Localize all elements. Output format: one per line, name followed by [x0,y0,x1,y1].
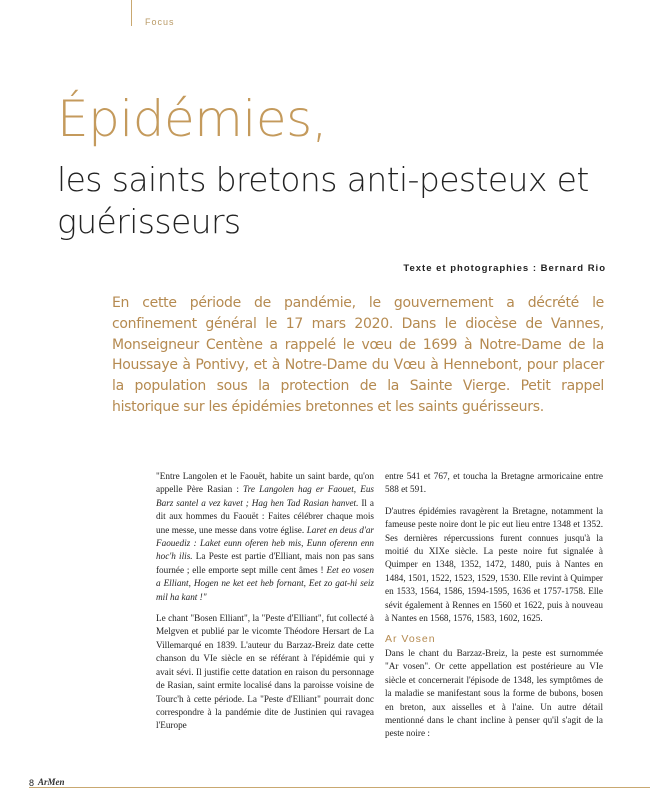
lead-paragraph: En cette période de pandémie, le gouvernement a décrété le confinement général le 17 mars 2020. Dans le diocèse de Vannes, Monseigneur Centène a rappelé le vœu de 1699 à Notre-Dame de la Houssaye à Pontivy, et à Notre-Dame du Vœu à Hennebont, pour placer la population sous la protection de la Sainte Vierge. Petit rappel historique sur les épidémies bretonnes et les saints guérisseurs. [112,295,604,415]
body-column-2 [385,470,603,749]
breton-quote: Eet eo vosen a Elliant, Hogen ne ket eet heb fornant, Eet zo gat-hi seiz mil ha kant !" [156,564,374,602]
breton-quote: Tre Langolen hag er Faouet, Eus Barz santel a vez kavet ; Hag hen Tad Rasian hanvet. [156,484,374,508]
body-paragraph: D'autres épidémies ravagèrent la Bretagne, notamment la fameuse peste noire dont le pic eut lieu entre 1348 et 1352. Ses dernières répercussions furent connues jusqu'à la moitié du XIXe siècle. La peste noire fut signalée à Quimper en 1348, 1352, 1472, 1480, puis à Nantes en 1484, 1501, 1522, 1523, 1529, 1530. Elle revint à Quimper en 1533, 1564, 1586, 1594-1595, 1636 et 1757-1758. Elle sévit également à Rennes en 1560 et 1622, puis à nouveau à Nantes en 1568, 1576, 1583, 1602, 1625. [385,505,603,624]
section-subhead: Ar Vosen [385,633,436,646]
header-rule [131,0,132,26]
article-subtitle: les saints bretons anti-pesteux et guérisseurs [57,160,589,241]
body-text: La Peste est partie d'Elliant, mais non pas sans fournée ; elle emporte sept mille cent âmes ! [156,551,374,575]
body-text: "Entre Langolen et le Faouët, habite un saint barde, qu'on appelle Père Rasian : [156,471,374,495]
body-paragraph: Dans le chant du Barzaz-Breiz, la peste est surnommée "Ar vosen". Or cette appellation est postérieure au VIe siècle et concernerait l'épisode de 1348, les symptômes de la maladie se manifestant sous la forme de bubons, bosen en breton, aux aisselles et à l'aine. Un autre détail mentionné dans le chant incline à penser qu'il s'agit de la peste noire : [385,647,603,739]
magazine-logo: ArMen [38,777,65,787]
byline: Texte et photographies : Bernard Rio [403,263,606,274]
page-number: 8 [29,778,35,788]
breton-quote: Laret en deus d'ar Faouediz : Laket eunn oferen heb mis, Eunn oferenn enn hoc'h ilis. [156,524,374,562]
footer-rule [29,787,650,788]
body-paragraph [156,470,374,604]
section-label: Focus [145,17,175,27]
body-paragraph: entre 541 et 767, et toucha la Bretagne armoricaine entre 588 et 591. [385,471,603,495]
article-title: Épidémies, [57,90,328,148]
body-paragraph: Le chant "Bosen Elliant", la "Peste d'Elliant", fut collecté à Melgven et publié par le vicomte Théodore Hersart de La Villemarqué en 1839. L'auteur du Barzaz-Breiz date cette chanson du VIe siècle en se référant à l'épidémie qui y avait sévi. Il justifie cette datation en raison du personnage de Rasian, saint ermite localisé dans la paroisse voisine de Tourc'h à cette période. La "Peste d'Elliant" pourrait donc correspondre à la pandémie dite de Justinien qui ravagea l'Europe [156,613,374,731]
body-column-1 [156,470,374,741]
body-text: Il a dit aux hommes du Faouët : Faites célébrer chaque mois une messe, une messe dans votre église. [156,497,374,535]
